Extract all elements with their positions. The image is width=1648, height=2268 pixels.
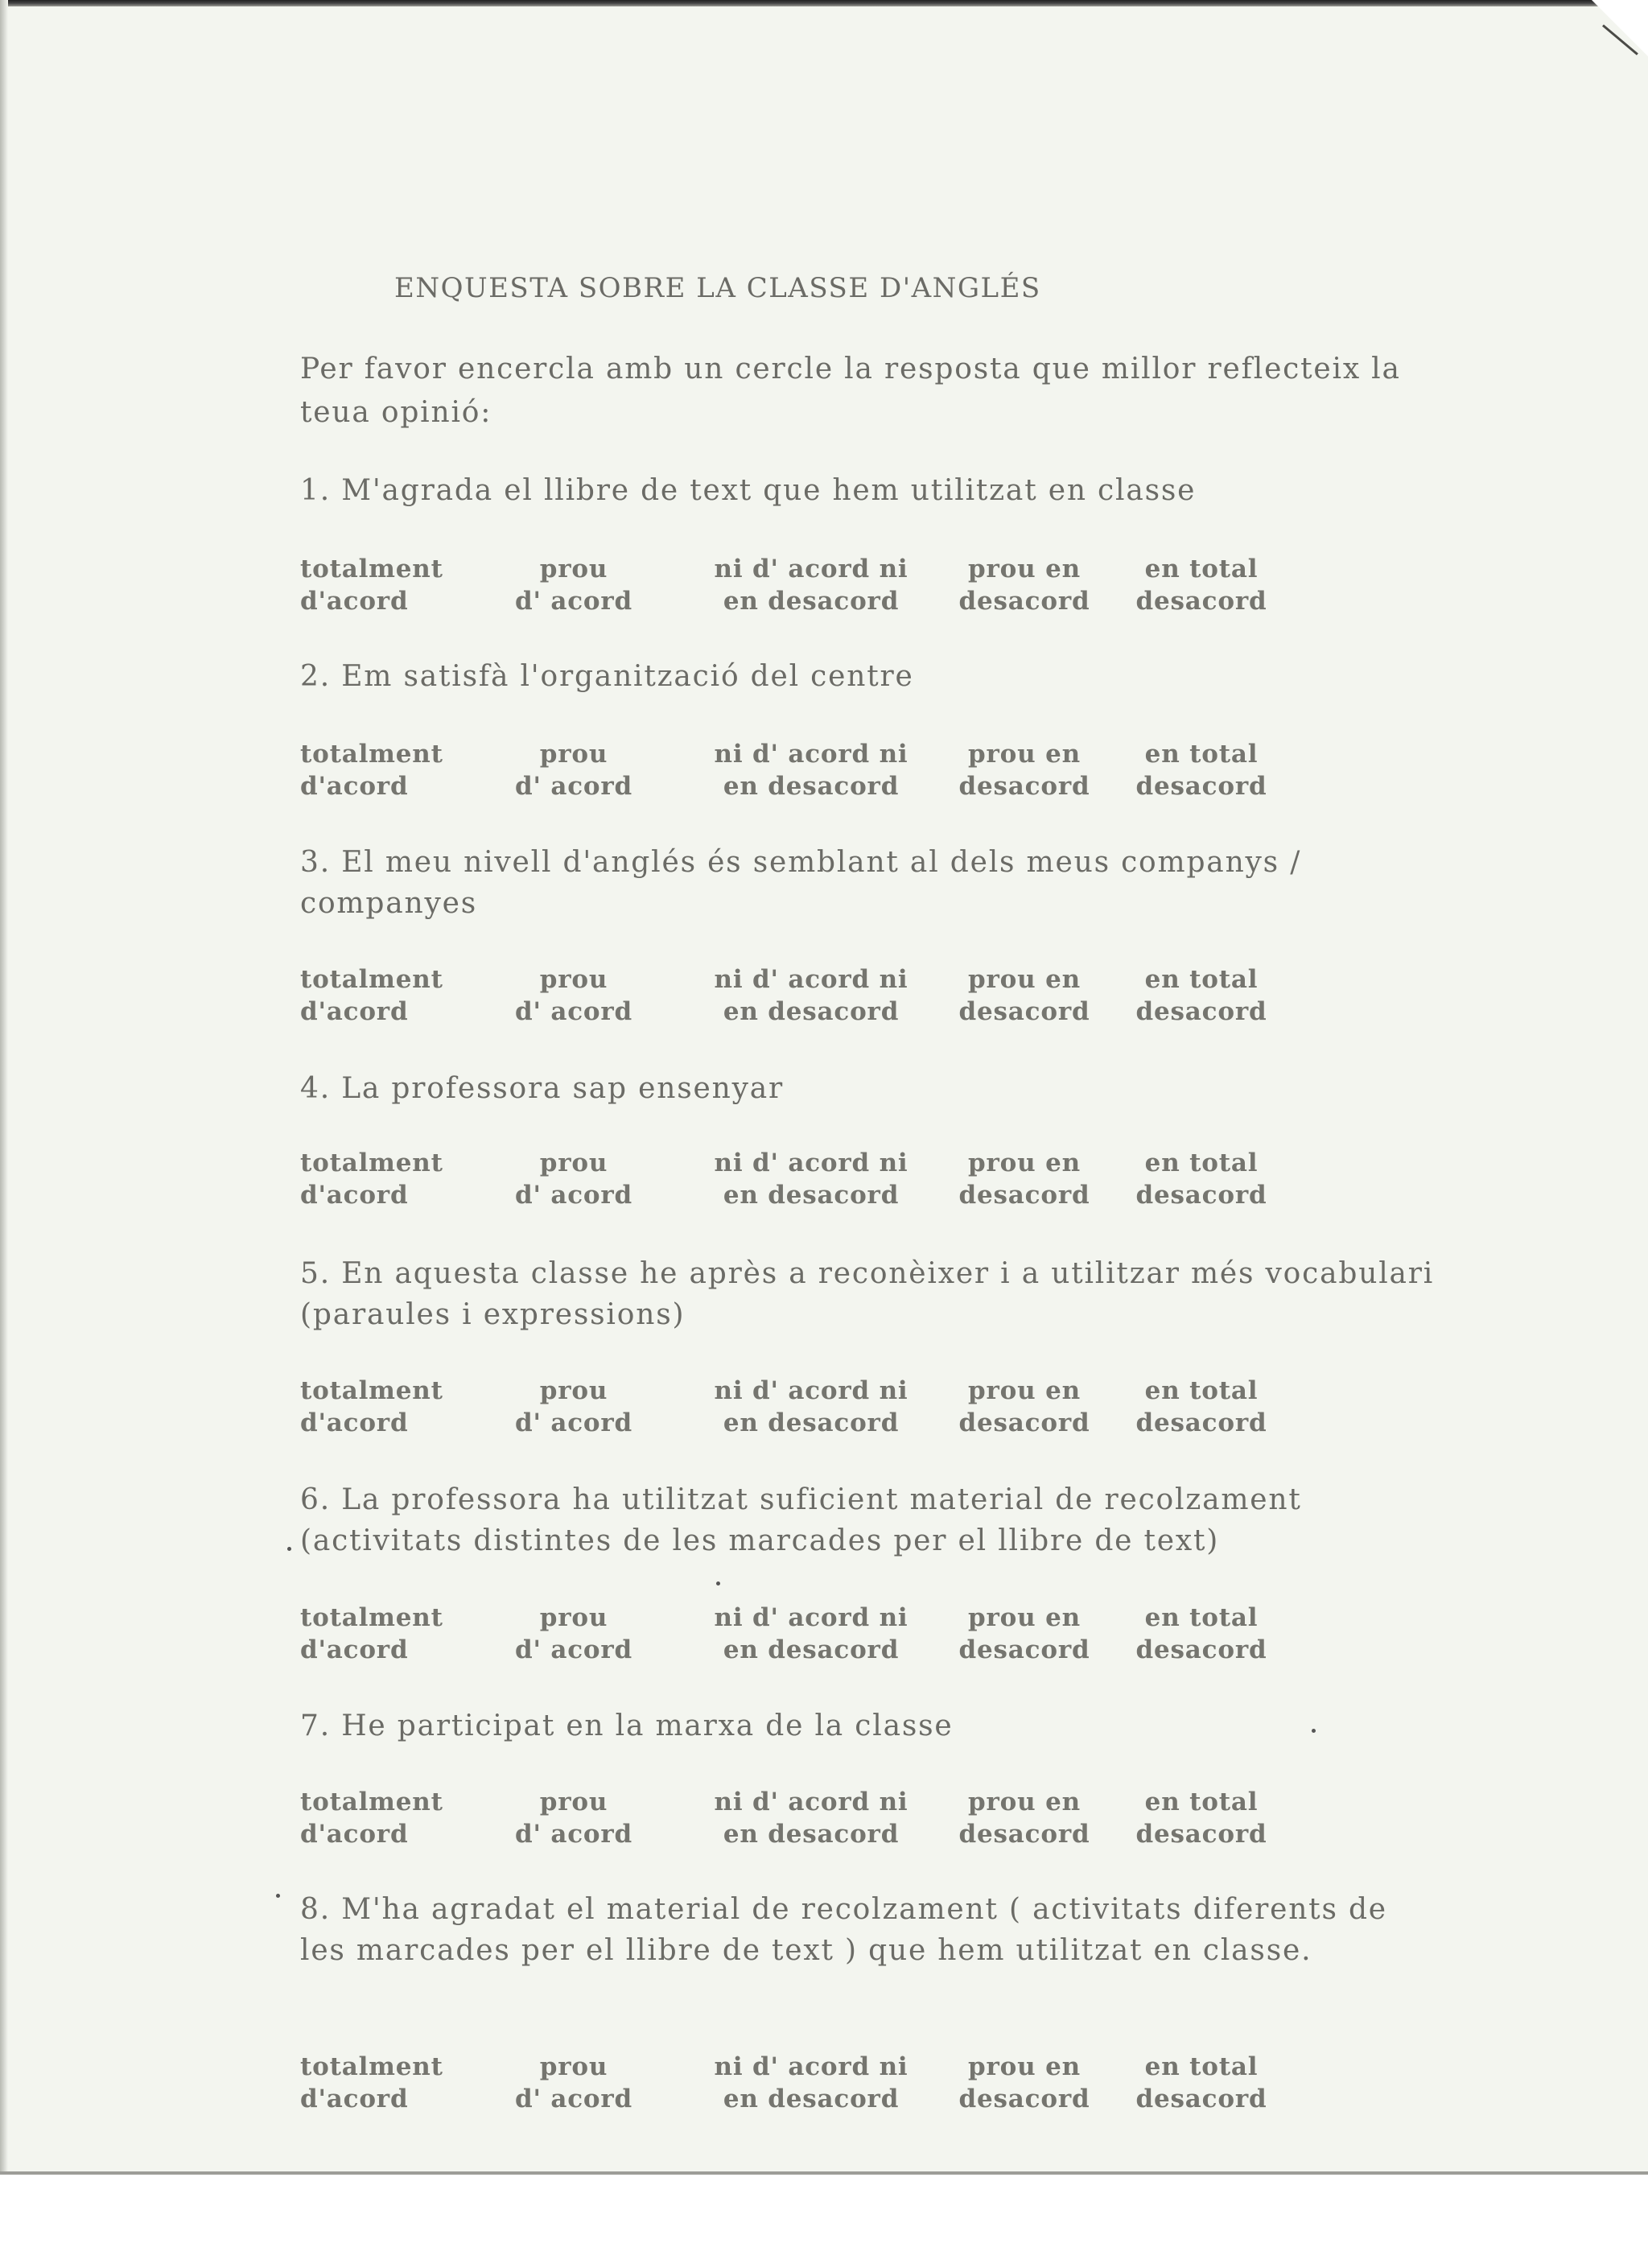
option-en-total-desacord[interactable] [1121, 963, 1282, 1028]
survey-instructions: Per favor encercla amb un cercle la resposta que millor reflecteix la teua opinió: [300, 353, 1401, 429]
option-label-line2: d'acord [300, 1635, 409, 1664]
survey-title: ENQUESTA SOBRE LA CLASSE D'ANGLÉS [394, 272, 1041, 304]
option-prou-dacord[interactable] [493, 2051, 654, 2115]
option-label-line1: totalment [300, 1603, 443, 1632]
option-prou-en-desacord[interactable] [944, 553, 1105, 617]
option-totalment-dacord[interactable] [300, 1602, 453, 1666]
option-en-total-desacord[interactable] [1121, 738, 1282, 802]
option-neutral[interactable] [686, 553, 936, 617]
option-label-line2: d' acord [514, 1820, 632, 1849]
question-5: 5. En aquesta classe he après a reconèixer i a utilitzar més vocabulari (paraules i expressions) [300, 1257, 1435, 1331]
question-6: 6. La professora ha utilitzat suficient material de recolzament (activitats distintes de les marcades per el llibre de text) [300, 1483, 1302, 1557]
option-label-line2: desacord [958, 587, 1090, 616]
option-label-line1: prou en [968, 740, 1081, 769]
option-label-line2: d'acord [300, 587, 409, 616]
answer-scale-3 [300, 963, 1330, 1028]
option-label-line2: desacord [958, 1820, 1090, 1849]
option-label-line1: ni d' acord ni [714, 1148, 908, 1177]
option-label-line2: d'acord [300, 772, 409, 801]
option-label-line1: totalment [300, 1376, 443, 1405]
option-label-line1: prou [539, 1148, 608, 1177]
answer-scale-1 [300, 553, 1330, 617]
scan-speck [287, 1547, 291, 1551]
question-1: 1. M'agrada el llibre de text que hem utilitzat en classe [300, 474, 1197, 507]
option-en-total-desacord[interactable] [1121, 1375, 1282, 1439]
option-label-line2: desacord [958, 1408, 1090, 1437]
option-label-line2: desacord [958, 2084, 1090, 2113]
option-label-line2: en desacord [723, 1181, 900, 1210]
option-label-line1: prou [539, 965, 608, 994]
option-label-line1: prou [539, 2052, 608, 2081]
option-prou-dacord[interactable] [493, 1786, 654, 1850]
option-label-line1: ni d' acord ni [714, 1603, 908, 1632]
option-label-line2: desacord [958, 997, 1090, 1026]
option-prou-en-desacord[interactable] [944, 1375, 1105, 1439]
option-totalment-dacord[interactable] [300, 738, 453, 802]
option-totalment-dacord[interactable] [300, 1147, 453, 1211]
option-label-line1: en total [1144, 740, 1259, 769]
option-label-line1: en total [1144, 1603, 1259, 1632]
option-neutral[interactable] [686, 2051, 936, 2115]
option-label-line2: d'acord [300, 1408, 409, 1437]
question-2: 2. Em satisfà l'organització del centre [300, 660, 914, 693]
scan-speck [1312, 1729, 1316, 1733]
option-totalment-dacord[interactable] [300, 553, 453, 617]
option-prou-en-desacord[interactable] [944, 738, 1105, 802]
option-label-line2: d' acord [514, 1408, 632, 1437]
option-prou-dacord[interactable] [493, 553, 654, 617]
option-label-line2: d' acord [514, 997, 632, 1026]
option-label-line1: ni d' acord ni [714, 1376, 908, 1405]
option-label-line1: ni d' acord ni [714, 740, 908, 769]
option-label-line1: en total [1144, 555, 1259, 583]
option-label-line2: desacord [1135, 1820, 1267, 1849]
option-label-line1: prou en [968, 2052, 1081, 2081]
option-label-line2: desacord [1135, 997, 1267, 1026]
option-label-line2: d' acord [514, 587, 632, 616]
option-label-line1: prou en [968, 1148, 1081, 1177]
question-4: 4. La professora sap ensenyar [300, 1072, 784, 1105]
option-label-line1: prou [539, 555, 608, 583]
option-label-line2: en desacord [723, 1820, 900, 1849]
option-en-total-desacord[interactable] [1121, 1147, 1282, 1211]
option-label-line1: prou en [968, 555, 1081, 583]
option-en-total-desacord[interactable] [1121, 1786, 1282, 1850]
option-label-line2: en desacord [723, 772, 900, 801]
option-en-total-desacord[interactable] [1121, 1602, 1282, 1666]
option-label-line2: en desacord [723, 587, 900, 616]
option-label-line2: en desacord [723, 997, 900, 1026]
option-label-line2: d' acord [514, 1181, 632, 1210]
question-3: 3. El meu nivell d'anglés és semblant al dels meus companys / companyes [300, 846, 1302, 920]
option-en-total-desacord[interactable] [1121, 553, 1282, 617]
option-label-line2: desacord [1135, 1408, 1267, 1437]
option-label-line1: prou en [968, 1788, 1081, 1816]
option-totalment-dacord[interactable] [300, 963, 453, 1028]
option-label-line1: prou [539, 1376, 608, 1405]
scanner-top-edge [0, 0, 1648, 6]
option-label-line1: prou [539, 740, 608, 769]
option-label-line1: totalment [300, 1148, 443, 1177]
option-label-line1: prou en [968, 1376, 1081, 1405]
answer-scale-5 [300, 1375, 1330, 1439]
option-neutral[interactable] [686, 963, 936, 1028]
option-label-line2: d' acord [514, 2084, 632, 2113]
folded-corner [1592, 0, 1648, 56]
option-prou-en-desacord[interactable] [944, 1602, 1105, 1666]
option-label-line2: desacord [1135, 772, 1267, 801]
option-neutral[interactable] [686, 738, 936, 802]
answer-scale-4 [300, 1147, 1330, 1211]
option-label-line1: en total [1144, 1148, 1259, 1177]
option-prou-dacord[interactable] [493, 1375, 654, 1439]
option-prou-en-desacord[interactable] [944, 1147, 1105, 1211]
option-label-line2: d'acord [300, 2084, 409, 2113]
option-label-line2: en desacord [723, 1635, 900, 1664]
option-label-line2: d'acord [300, 1820, 409, 1849]
option-label-line1: ni d' acord ni [714, 2052, 908, 2081]
scanner-left-edge [0, 0, 8, 2173]
answer-scale-8 [300, 2051, 1330, 2115]
option-label-line2: desacord [958, 772, 1090, 801]
option-label-line1: totalment [300, 555, 443, 583]
option-label-line1: ni d' acord ni [714, 1788, 908, 1816]
option-prou-en-desacord[interactable] [944, 2051, 1105, 2115]
option-label-line2: desacord [1135, 587, 1267, 616]
option-label-line2: d' acord [514, 772, 632, 801]
scan-speck [276, 1894, 280, 1898]
option-label-line1: en total [1144, 1788, 1259, 1816]
option-label-line1: en total [1144, 1376, 1259, 1405]
option-neutral[interactable] [686, 1375, 936, 1439]
option-label-line2: d'acord [300, 1181, 409, 1210]
option-prou-dacord[interactable] [493, 1602, 654, 1666]
option-label-line2: en desacord [723, 1408, 900, 1437]
option-label-line2: desacord [958, 1635, 1090, 1664]
option-label-line1: prou [539, 1788, 608, 1816]
option-prou-en-desacord[interactable] [944, 1786, 1105, 1850]
question-8: 8. M'ha agradat el material de recolzament ( activitats diferents de les marcades per el llibre de text ) que hem utilitzat en classe. [300, 1893, 1387, 1967]
option-label-line1: totalment [300, 1788, 443, 1816]
option-label-line2: desacord [1135, 1181, 1267, 1210]
option-prou-dacord[interactable] [493, 963, 654, 1028]
option-totalment-dacord[interactable] [300, 1375, 453, 1439]
answer-scale-2 [300, 738, 1330, 802]
option-label-line1: en total [1144, 2052, 1259, 2081]
option-label-line1: totalment [300, 965, 443, 994]
option-totalment-dacord[interactable] [300, 1786, 453, 1850]
option-prou-en-desacord[interactable] [944, 963, 1105, 1028]
option-label-line2: d' acord [514, 1635, 632, 1664]
scanner-bottom-edge [0, 2171, 1648, 2175]
option-label-line2: desacord [1135, 1635, 1267, 1664]
option-label-line2: d'acord [300, 997, 409, 1026]
question-7: 7. He participat en la marxa de la classe [300, 1709, 954, 1742]
option-label-line1: en total [1144, 965, 1259, 994]
answer-scale-7 [300, 1786, 1330, 1850]
answer-scale-6 [300, 1602, 1330, 1666]
option-label-line1: prou en [968, 965, 1081, 994]
option-prou-dacord[interactable] [493, 738, 654, 802]
option-neutral[interactable] [686, 1147, 936, 1211]
option-label-line1: ni d' acord ni [714, 965, 908, 994]
option-label-line1: prou [539, 1603, 608, 1632]
option-en-total-desacord[interactable] [1121, 2051, 1282, 2115]
option-label-line2: en desacord [723, 2084, 900, 2113]
option-label-line2: desacord [1135, 2084, 1267, 2113]
option-label-line1: ni d' acord ni [714, 555, 908, 583]
option-label-line1: prou en [968, 1603, 1081, 1632]
option-neutral[interactable] [686, 1786, 936, 1850]
option-label-line1: totalment [300, 740, 443, 769]
option-prou-dacord[interactable] [493, 1147, 654, 1211]
option-totalment-dacord[interactable] [300, 2051, 453, 2115]
option-label-line1: totalment [300, 2052, 443, 2081]
option-neutral[interactable] [686, 1602, 936, 1666]
option-label-line2: desacord [958, 1181, 1090, 1210]
scan-speck [716, 1581, 720, 1586]
